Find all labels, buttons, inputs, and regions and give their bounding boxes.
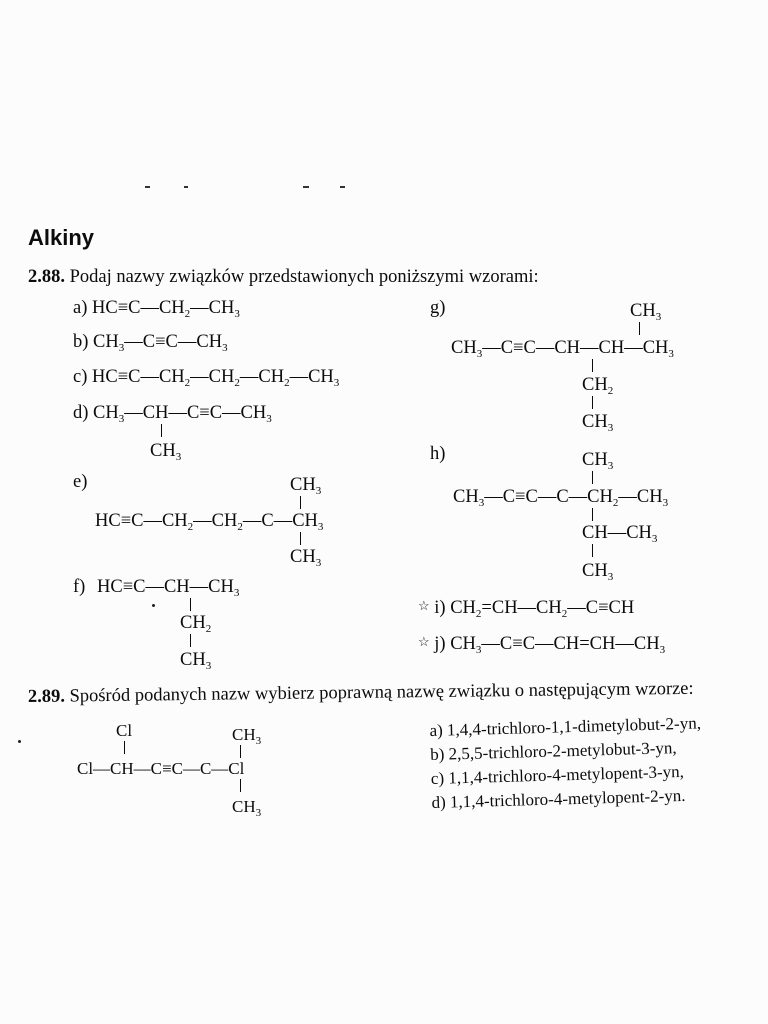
option-text: 1,1,4-trichloro-4-metylopent-2-yn. <box>449 785 686 812</box>
exercise-prompt: Spośród podanych nazw wybierz poprawną nazwę związku o następującym wzorze: <box>69 678 694 707</box>
item-label-f: f) <box>73 577 86 597</box>
item-label: c) <box>73 367 88 387</box>
formula-text: $CH_3—C\equiv C—CH=CH—CH_3$ <box>450 634 666 656</box>
scan-dot <box>18 740 21 743</box>
scan-dot <box>152 604 155 607</box>
item-label: j) <box>434 634 446 654</box>
formula-f-main: $HC\equiv C—CH—CH_3$ <box>97 577 240 599</box>
item-label-e: e) <box>73 472 88 492</box>
formula-h-main: $CH_3—C\equiv C—C—CH_2—CH_3$ <box>453 487 669 509</box>
bond-line <box>190 634 191 647</box>
structure-main: Cl—CH—C≡C—C—Cl <box>77 759 245 778</box>
option-text: 2,5,5-trichloro-2-metylobut-3-yn, <box>448 738 677 764</box>
item-label-g: g) <box>430 298 446 318</box>
substituent: $CH_3$ <box>150 441 182 463</box>
substituent: $CH_3$ <box>582 561 614 583</box>
formula-text: $CH_3—C\equiv C—CH_3$ <box>93 332 228 354</box>
bond-line <box>240 779 241 792</box>
exercise-number: 2.88. <box>28 267 65 287</box>
bond-line <box>639 322 640 335</box>
substituent: $CH_2$ <box>582 375 614 397</box>
item-label: a) <box>73 298 88 318</box>
option-label: b) <box>429 744 445 765</box>
substituent: Cl <box>116 721 133 740</box>
formula-d <box>73 404 272 423</box>
bond-line <box>592 471 593 484</box>
bond-line <box>300 496 301 509</box>
section-title: Alkiny <box>28 225 95 250</box>
exercise-prompt: Podaj nazwy związków przedstawionych poniższymi wzorami: <box>69 267 539 287</box>
substituent: $CH_3$ <box>232 797 262 819</box>
substituent: $CH—CH_3$ <box>582 523 658 545</box>
formula-g-main: $CH_3—C\equiv C—CH—CH—CH_3$ <box>451 338 674 360</box>
substituent: $CH_3$ <box>290 547 322 569</box>
option-label: d) <box>431 792 446 813</box>
item-label: d) <box>73 403 89 423</box>
bond-line <box>190 598 191 611</box>
bond-line <box>592 396 593 409</box>
scan-mark <box>303 186 309 188</box>
formula-text: $HC\equiv C—CH_2—CH_2—CH_2—CH_3$ <box>92 367 340 389</box>
exercise-number: 2.89. <box>27 686 66 707</box>
scan-mark <box>340 186 345 188</box>
scan-mark <box>184 186 188 188</box>
formula-text: $CH_3—CH—C\equiv C—CH_3$ <box>93 403 272 425</box>
bond-line <box>240 745 241 758</box>
substituent: $CH_3$ <box>630 301 662 323</box>
bond-line <box>592 544 593 557</box>
substituent: $CH_3$ <box>582 450 614 472</box>
substituent: $CH_3$ <box>582 412 614 434</box>
option-label: a) <box>429 720 444 741</box>
star-icon: ☆ <box>418 634 430 649</box>
bond-line <box>592 359 593 372</box>
substituent: $CH_3$ <box>290 475 322 497</box>
exercise-header <box>28 680 694 707</box>
bond-line <box>300 532 301 545</box>
option-d[interactable] <box>431 786 703 818</box>
answer-options <box>429 714 703 818</box>
star-icon: ☆ <box>418 598 430 613</box>
item-label: b) <box>73 332 89 352</box>
substituent: $CH_3$ <box>232 725 262 747</box>
formula-a <box>73 299 240 318</box>
option-text: 1,1,4-trichloro-4-metylopent-3-yn, <box>448 761 685 788</box>
exercise-header <box>28 268 539 287</box>
formula-e-main: $HC\equiv C—CH_2—CH_2—C—CH_3$ <box>95 511 324 533</box>
formula-b <box>73 333 228 352</box>
option-label: c) <box>430 768 445 789</box>
formula-c <box>73 368 339 387</box>
formula-text: $HC\equiv C—CH_2—CH_3$ <box>92 298 240 320</box>
bond-line <box>161 424 162 437</box>
bond-line <box>124 741 125 754</box>
substituent: $CH_3$ <box>180 650 212 672</box>
formula-i <box>418 599 634 618</box>
formula-text: $CH_2=CH—CH_2—C\equiv CH$ <box>450 598 635 620</box>
item-label: i) <box>434 598 446 618</box>
formula-j <box>418 635 665 654</box>
bond-line <box>592 508 593 521</box>
substituent: $CH_2$ <box>180 613 212 635</box>
option-text: 1,4,4-trichloro-1,1-dimetylobut-2-yn, <box>446 713 702 740</box>
scan-mark <box>145 186 150 188</box>
item-label-h: h) <box>430 444 446 464</box>
